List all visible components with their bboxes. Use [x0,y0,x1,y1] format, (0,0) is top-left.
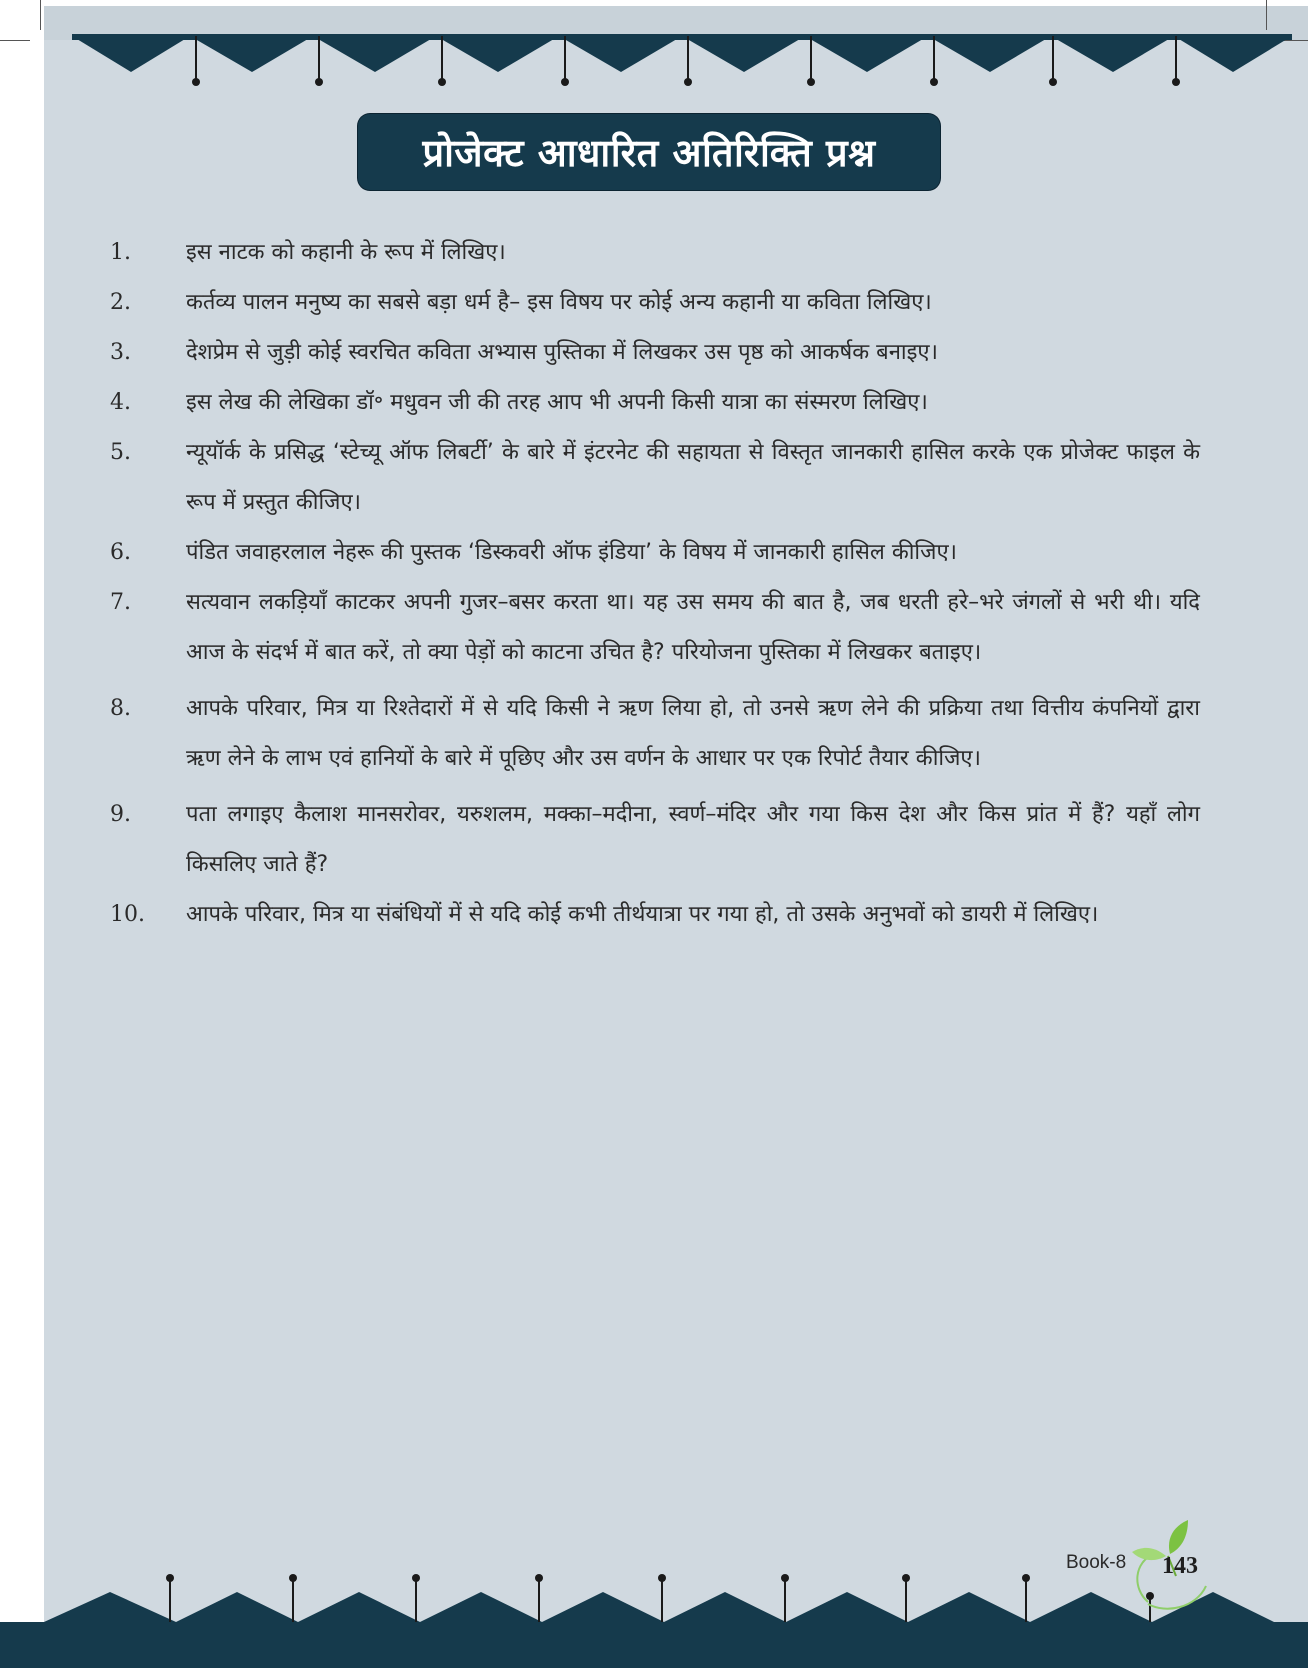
question-number: 10. [110,902,145,927]
question-text: सत्यवान लकड़ियाँ काटकर अपनी गुजर–बसर करता था। यह उस समय की बात है, जब धरती हरे–भरे जंगलों से भरी थी। यदि आज के संदर्भ में बात करें, तो क्या पेड़ों को काटना उचित है? परियोजना पुस्तिका में लिखकर बताइए। [186,590,1200,665]
question-text: देशप्रेम से जुड़ी कोई स्वरचित कविता अभ्यास पुस्तिका में लिखकर उस पृष्ठ को आकर्षक बनाइए। [186,340,938,365]
list-item [110,790,1200,890]
question-text: इस लेख की लेखिका डॉ॰ मधुवन जी की तरह आप भी अपनी किसी यात्रा का संस्मरण लिखिए। [186,390,928,415]
list-item [110,528,1200,578]
question-number: 2. [110,290,131,315]
question-number: 3. [110,340,131,365]
question-number: 4. [110,390,131,415]
list-item [110,378,1200,428]
page-title: प्रोजेक्ट आधारित अतिरिक्ति प्रश्न [422,131,876,175]
top-bunting-decoration [0,0,1308,90]
list-item [110,578,1200,678]
question-list [110,228,1200,940]
question-number: 7. [110,590,131,615]
list-item [110,428,1200,528]
title-banner [358,114,940,190]
list-item [110,684,1200,784]
list-item [110,278,1200,328]
page-number: 143 [1162,1553,1198,1579]
list-item [110,228,1200,278]
question-number: 9. [110,802,131,827]
question-text: पंडित जवाहरलाल नेहरू की पुस्तक ‘डिस्कवरी ऑफ इंडिया’ के विषय में जानकारी हासिल कीजिए। [186,540,957,565]
question-text: न्यूयॉर्क के प्रसिद्ध ‘स्टेच्यू ऑफ लिबर्टी’ के बारे में इंटरनेट की सहायता से विस्तृत जानकारी हासिल करके एक प्रोजेक्ट फाइल के रूप में प्रस्तुत कीजिए। [186,440,1200,515]
question-number: 6. [110,540,131,565]
list-item [110,328,1200,378]
question-number: 5. [110,440,131,465]
book-label: Book-8 [1066,1552,1127,1573]
question-text: कर्तव्य पालन मनुष्य का सबसे बड़ा धर्म है– इस विषय पर कोई अन्य कहानी या कविता लिखिए। [186,290,932,315]
question-number: 1. [110,240,131,265]
question-text: पता लगाइए कैलाश मानसरोवर, यरुशलम, मक्का–मदीना, स्वर्ण–मंदिर और गया किस देश और किस प्रांत में हैं? यहाँ लोग किसलिए जाते हैं? [186,802,1200,877]
question-text: इस नाटक को कहानी के रूप में लिखिए। [186,240,506,265]
bottom-bunting-decoration [0,1560,1308,1668]
list-item [110,890,1200,940]
question-text: आपके परिवार, मित्र या रिश्तेदारों में से यदि किसी ने ऋण लिया हो, तो उनसे ऋण लेने की प्रक्रिया तथा वित्तीय कंपनियों द्वारा ऋण लेने के लाभ एवं हानियों के बारे में पूछिए और उस वर्णन के आधार पर एक रिपोर्ट तैयार कीजिए। [186,696,1200,771]
question-number: 8. [110,696,131,721]
question-text: आपके परिवार, मित्र या संबंधियों में से यदि कोई कभी तीर्थयात्रा पर गया हो, तो उसके अनुभवों को डायरी में लिखिए। [186,902,1099,927]
